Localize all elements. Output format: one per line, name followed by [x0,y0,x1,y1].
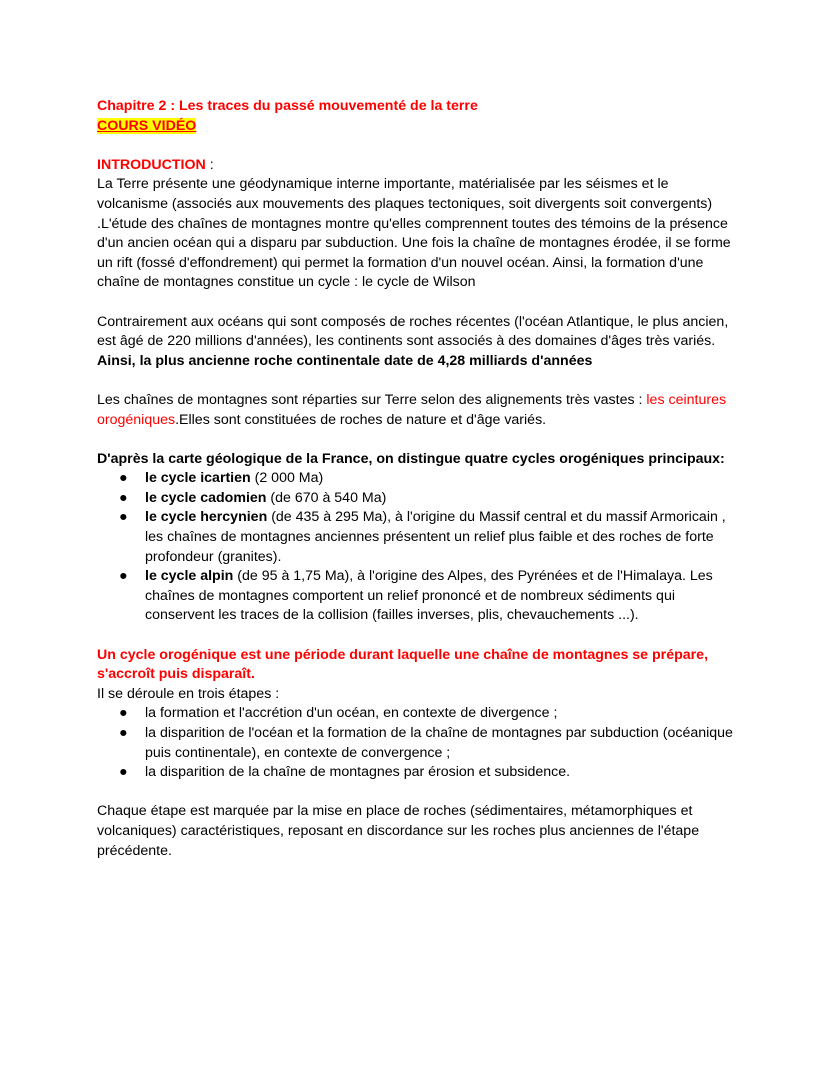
orogenic-belts-term: les ceintures orogéniques [97,391,727,428]
step-text: la formation et l'accrétion d'un océan, en contexte de divergence ; [145,705,558,722]
cycle-text: (2 000 Ma) [250,470,324,487]
steps-intro: Il se déroule en trois étapes : [97,685,280,702]
cycle-name: le cycle hercynien [145,509,268,526]
step-text: la disparition de la chaîne de montagnes par érosion et subsidence. [145,764,571,781]
step-item [97,763,737,783]
cycles-list [97,469,737,626]
cycles-heading: D'après la carte géologique de la France, on distingue quatre cycles orogéniques principaux: [97,450,725,467]
video-link[interactable]: COURS VIDÉO [97,117,197,134]
document-page [97,97,737,861]
cycle-text: (de 95 à 1,75 Ma), à l'origine des Alpes, des Pyrénées et de l'Himalaya. Les chaînes de montagnes comportent un relief prononcé et de nombreux sédiments qui conservent les traces de la collision (failles inverses, plis, chevauchements ...). [145,568,713,624]
video-link-line [97,117,737,137]
bullet-icon: ● [119,705,128,722]
intro-label: INTRODUCTION [97,156,206,173]
cycle-item-cadomien [97,489,737,509]
belts-text-start: Les chaînes de montagnes sont réparties sur Terre selon des alignements très vastes : [97,391,647,408]
intro-heading [97,156,737,176]
cycle-name: le cycle alpin [145,568,234,585]
chapter-title: Chapitre 2 : Les traces du passé mouvementé de la terre [97,98,478,114]
bullet-icon: ● [119,489,128,506]
cycle-item-hercynien [97,508,737,567]
step-item [97,724,737,763]
cycle-text: (de 670 à 540 Ma) [266,489,387,506]
conclusion-paragraph: Chaque étape est marquée par la mise en place de roches (sédimentaires, métamorphiques et volcaniques) caractéristiques, reposant en discordance sur les roches plus anciennes de l'étape précédente. [97,803,700,859]
cycle-item-alpin [97,567,737,626]
belts-text-end: .Elles sont constituées de roches de nature et d'âge variés. [175,411,547,428]
step-item [97,704,737,724]
steps-list [97,704,737,782]
continents-paragraph [97,313,737,372]
cycle-text: (de 435 à 295 Ma), à l'origine du Massif central et du massif Armoricain , les chaînes de montagnes anciennes présentent un relief plus faible et des roches de forte profondeur (granites). [145,509,726,565]
cycle-name: le cycle icartien [145,470,251,487]
belts-paragraph [97,391,737,430]
bullet-icon: ● [119,725,128,741]
bullet-icon: ● [119,568,128,585]
bullet-icon: ● [119,509,128,526]
cycle-name: le cycle cadomien [145,489,267,506]
bullet-icon: ● [119,764,128,781]
oldest-rock-statement: Ainsi, la plus ancienne roche continentale date de 4,28 milliards d'années [97,352,593,369]
step-text: la disparition de l'océan et la formation de la chaîne de montagnes par subduction (océanique puis continentale), en contexte de convergence ; [145,725,733,761]
cycle-item-icartien [97,469,737,489]
intro-paragraph: La Terre présente une géodynamique interne importante, matérialisée par les séismes et le volcanisme (associés aux mouvements des plaques tectoniques, soit divergents soit convergents) .L'étude des chaînes de montagnes montre qu'elles comprennent toutes des témoins de la présence d'un ancien océan qui a disparu par subduction. Une fois la chaîne de montagnes érodée, il se forme un rift (fossé d'effondrement) qui permet la formation d'un nouvel océan. Ainsi, la formation d'une chaîne de montagnes constitue un cycle : le cycle de Wilson [97,176,731,291]
continents-text: Contrairement aux océans qui sont composés de roches récentes (l'océan Atlantique, le plus ancien, est âgé de 220 millions d'années), les continents sont associés à des domaines d'âges très variés. [97,313,729,350]
bullet-icon: ● [119,470,128,487]
definition: Un cycle orogénique est une période durant laquelle une chaîne de montagnes se prépare, s'accroît puis disparaît. [97,646,709,683]
intro-colon: : [205,156,214,173]
